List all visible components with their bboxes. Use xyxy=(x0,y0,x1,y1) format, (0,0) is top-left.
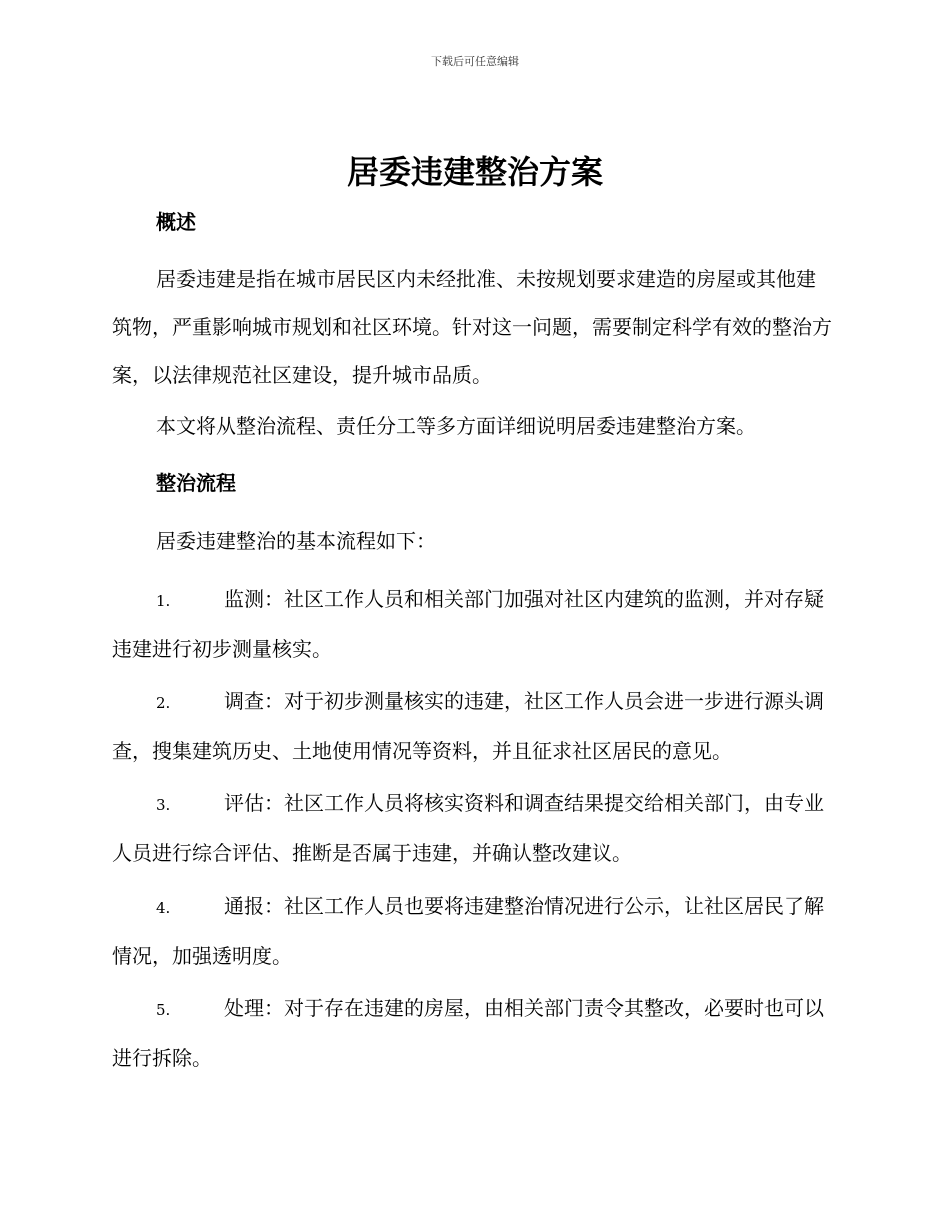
list-item-text: 监测：社区工作人员和相关部门加强对社区内建筑的监测，并对存疑违建进行初步测量核实。 xyxy=(112,587,824,661)
header-note: 下载后可任意编辑 xyxy=(431,55,519,68)
list-item-text: 通报：社区工作人员也要将违建整治情况进行公示，让社区居民了解情况，加强透明度。 xyxy=(112,894,824,968)
list-item xyxy=(112,575,834,673)
list-item-number: 2. xyxy=(156,694,171,712)
list-item xyxy=(112,677,834,775)
list-item-text: 处理：对于存在违建的房屋，由相关部门责令其整改，必要时也可以进行拆除。 xyxy=(112,996,824,1070)
section-heading-process: 整治流程 xyxy=(156,471,236,495)
list-item xyxy=(112,984,834,1082)
list-item-text: 调查：对于初步测量核实的违建，社区工作人员会进一步进行源头调查，搜集建筑历史、土地使用情况等资料，并且征求社区居民的意见。 xyxy=(112,689,824,763)
list-item xyxy=(112,882,834,980)
overview-paragraph-1: 居委违建是指在城市居民区内未经批准、未按规划要求建造的房屋或其他建筑物，严重影响城市规划和社区环境。针对这一问题，需要制定科学有效的整治方案，以法律规范社区建设，提升城市品质。 xyxy=(112,267,832,387)
list-item-number: 1. xyxy=(156,592,171,610)
list-item-number: 5. xyxy=(156,1001,171,1019)
list-item xyxy=(112,779,834,877)
list-item-text: 评估：社区工作人员将核实资料和调查结果提交给相关部门，由专业人员进行综合评估、推断是否属于违建，并确认整改建议。 xyxy=(112,791,824,865)
section-heading-overview: 概述 xyxy=(156,210,196,234)
process-intro: 居委违建整治的基本流程如下： xyxy=(156,529,436,553)
list-item-number: 4. xyxy=(156,899,171,917)
overview-paragraph-2: 本文将从整治流程、责任分工等多方面详细说明居委违建整治方案。 xyxy=(156,414,756,438)
list-item-number: 3. xyxy=(156,796,171,814)
document-title: 居委违建整治方案 xyxy=(346,153,603,191)
